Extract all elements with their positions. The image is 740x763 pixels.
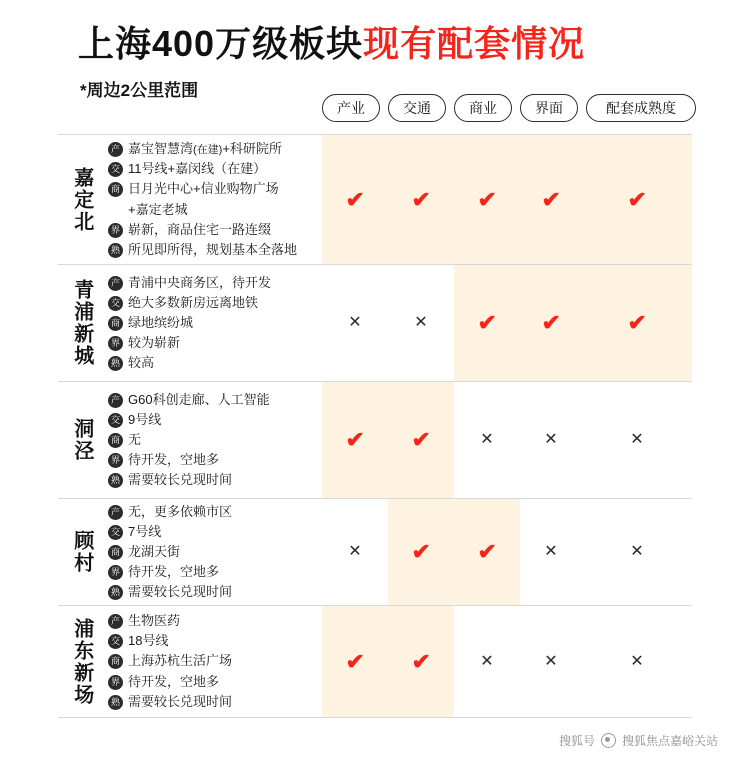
footer-site-label: 搜狐焦点嘉峪关站	[621, 734, 718, 748]
row-label	[58, 265, 104, 381]
industry-badge-icon: 产	[108, 505, 123, 520]
row-details	[104, 606, 322, 717]
mark-cell-commerce	[454, 499, 520, 605]
page-title	[78, 16, 585, 67]
row-marks	[322, 135, 692, 264]
detail-item	[108, 450, 322, 470]
interface-badge-icon: 界	[108, 675, 123, 690]
column-header-industry: 产业	[322, 94, 380, 122]
check-icon: ✔	[541, 186, 561, 212]
detail-text: 绝大多数新房远离地铁	[128, 294, 259, 310]
detail-text: 待开发，空地多	[128, 564, 220, 580]
detail-item	[108, 430, 322, 450]
transport-badge-icon: 交	[108, 634, 123, 649]
mark-cell-interface	[520, 265, 582, 381]
detail-item	[108, 672, 322, 692]
detail-item	[108, 390, 322, 410]
detail-item	[108, 611, 322, 631]
check-icon: ✔	[345, 648, 365, 674]
commerce-badge-icon: 商	[108, 316, 123, 331]
detail-item	[108, 293, 322, 313]
mark-cell-commerce	[454, 606, 520, 717]
detail-item	[108, 631, 322, 651]
detail-item	[108, 353, 322, 373]
row-marks	[322, 499, 692, 605]
check-icon: ✔	[627, 310, 647, 335]
table-row	[58, 381, 692, 498]
detail-item	[108, 240, 322, 260]
detail-text: 生物医药	[128, 613, 181, 629]
row-details	[104, 382, 322, 498]
interface-badge-icon: 界	[108, 565, 123, 580]
detail-text: 较高	[128, 355, 155, 371]
mark-cell-commerce	[454, 382, 520, 498]
row-marks	[322, 606, 692, 717]
check-icon: ✔	[541, 310, 561, 335]
check-icon: ✔	[411, 186, 431, 212]
mark-cell-transport	[388, 382, 454, 498]
row-label-text: 浦东新场	[70, 617, 93, 706]
check-icon: ✔	[477, 310, 497, 335]
detail-text: 上海苏杭生活广场	[128, 653, 233, 669]
commerce-badge-icon: 商	[108, 545, 123, 560]
detail-text: 18号线	[128, 633, 169, 649]
cross-icon: ✕	[348, 314, 362, 331]
detail-text: 龙湖天街	[128, 543, 181, 559]
mark-cell-interface	[520, 606, 582, 717]
check-icon: ✔	[477, 186, 497, 212]
check-icon: ✔	[627, 186, 647, 212]
detail-text: 需要较长兑现时间	[128, 472, 233, 488]
detail-text: G60科创走廊、人工智能	[128, 391, 270, 407]
row-details	[104, 265, 322, 381]
column-header-maturity: 配套成熟度	[586, 94, 696, 122]
table-row	[58, 498, 692, 605]
mark-cell-industry	[322, 382, 388, 498]
detail-item	[108, 333, 322, 353]
mark-cell-industry	[322, 265, 388, 381]
page-title-highlight: 现有配套情况	[363, 23, 586, 64]
detail-text: 嘉宝智慧湾(在建)+科研院所	[128, 141, 282, 157]
cross-icon: ✕	[544, 543, 558, 560]
detail-item	[108, 220, 322, 240]
interface-badge-icon: 界	[108, 336, 123, 351]
column-header-interface: 界面	[520, 94, 578, 122]
detail-text: 9号线	[128, 411, 162, 427]
table-row	[58, 605, 692, 718]
mark-cell-transport	[388, 606, 454, 717]
row-details	[104, 135, 322, 264]
detail-item	[108, 179, 322, 199]
mark-cell-maturity	[582, 265, 692, 381]
detail-item	[108, 502, 322, 522]
row-marks	[322, 382, 692, 498]
mark-cell-transport	[388, 265, 454, 381]
detail-item	[108, 470, 322, 490]
detail-text: 需要较长兑现时间	[128, 584, 233, 600]
detail-item	[108, 313, 322, 333]
industry-badge-icon: 产	[108, 614, 123, 629]
check-icon: ✔	[411, 427, 431, 452]
column-header-transport: 交通	[388, 94, 446, 122]
commerce-badge-icon: 商	[108, 433, 123, 448]
detail-text: 7号线	[128, 523, 162, 539]
mark-cell-interface	[520, 135, 582, 264]
mark-cell-industry	[322, 135, 388, 264]
column-headers	[322, 94, 696, 122]
comparison-table	[58, 134, 692, 718]
detail-item	[108, 692, 322, 712]
mark-cell-maturity	[582, 382, 692, 498]
row-label-text: 嘉定北	[70, 166, 93, 233]
detail-item	[108, 651, 322, 671]
detail-text: 待开发，空地多	[128, 673, 220, 689]
row-label	[58, 135, 104, 264]
transport-badge-icon: 交	[108, 525, 123, 540]
transport-badge-icon: 交	[108, 413, 123, 428]
cross-icon: ✕	[630, 543, 644, 560]
transport-badge-icon: 交	[108, 162, 123, 177]
cross-icon: ✕	[480, 652, 494, 670]
row-marks	[322, 265, 692, 381]
sohu-logo-icon	[601, 733, 616, 748]
mark-cell-maturity	[582, 499, 692, 605]
detail-text: 所见即所得，规划基本全落地	[128, 241, 298, 257]
cross-icon: ✕	[348, 543, 362, 560]
cross-icon: ✕	[630, 652, 644, 670]
detail-item	[108, 542, 322, 562]
detail-item	[108, 273, 322, 293]
detail-text: 日月光中心+信业购物广场	[128, 181, 279, 197]
detail-text: 无	[128, 431, 142, 447]
maturity-badge-icon: 熟	[108, 473, 123, 488]
interface-badge-icon: 界	[108, 453, 123, 468]
table-row	[58, 134, 692, 264]
interface-badge-icon: 界	[108, 223, 123, 238]
industry-badge-icon: 产	[108, 142, 123, 157]
footer-account-label: 搜狐号	[558, 734, 595, 748]
mark-cell-interface	[520, 382, 582, 498]
mark-cell-commerce	[454, 135, 520, 264]
mark-cell-maturity	[582, 606, 692, 717]
row-label-text: 青浦新城	[70, 279, 93, 367]
maturity-badge-icon: 熟	[108, 585, 123, 600]
row-details	[104, 499, 322, 605]
table-row	[58, 264, 692, 381]
cross-icon: ✕	[544, 431, 558, 448]
detail-item	[108, 522, 322, 542]
row-label-text: 洞泾	[70, 418, 93, 462]
detail-text: 崭新，商品住宅一路连缀	[128, 221, 272, 237]
transport-badge-icon: 交	[108, 296, 123, 311]
page-title-main: 上海400万级板块	[78, 23, 364, 64]
cross-icon: ✕	[544, 652, 558, 670]
commerce-badge-icon: 商	[108, 182, 123, 197]
mark-cell-maturity	[582, 135, 692, 264]
commerce-badge-icon: 商	[108, 654, 123, 669]
mark-cell-transport	[388, 135, 454, 264]
mark-cell-commerce	[454, 265, 520, 381]
check-icon: ✔	[345, 186, 365, 212]
detail-item	[108, 582, 322, 602]
detail-item	[108, 139, 322, 159]
mark-cell-industry	[322, 499, 388, 605]
detail-item	[108, 410, 322, 430]
row-label	[58, 499, 104, 605]
cross-icon: ✕	[480, 431, 494, 448]
maturity-badge-icon: 熟	[108, 356, 123, 371]
detail-text: 11号线+嘉闵线（在建）	[128, 161, 267, 177]
detail-text: 待开发，空地多	[128, 452, 220, 468]
page-subtitle: *周边2公里范围	[80, 81, 199, 100]
row-label	[58, 606, 104, 717]
detail-item	[108, 159, 322, 179]
maturity-badge-icon: 熟	[108, 243, 123, 258]
mark-cell-interface	[520, 499, 582, 605]
mark-cell-transport	[388, 499, 454, 605]
row-label	[58, 382, 104, 498]
detail-text: 较为崭新	[128, 335, 181, 351]
detail-item	[108, 562, 322, 582]
check-icon: ✔	[345, 427, 365, 452]
check-icon: ✔	[411, 648, 431, 674]
cross-icon: ✕	[414, 314, 428, 331]
maturity-badge-icon: 熟	[108, 695, 123, 710]
industry-badge-icon: 产	[108, 393, 123, 408]
mark-cell-industry	[322, 606, 388, 717]
column-header-commerce: 商业	[454, 94, 512, 122]
industry-badge-icon: 产	[108, 276, 123, 291]
cross-icon: ✕	[630, 431, 644, 448]
footer-watermark	[559, 732, 718, 749]
check-icon: ✔	[411, 539, 431, 564]
row-label-text: 顾村	[70, 530, 93, 574]
detail-text-continued: +嘉定老城	[128, 201, 188, 217]
detail-text: 需要较长兑现时间	[128, 693, 233, 709]
check-icon: ✔	[477, 539, 497, 564]
detail-text: 无，更多依赖市区	[128, 503, 233, 519]
detail-text: 绿地缤纷城	[128, 314, 194, 330]
detail-text: 青浦中央商务区，待开发	[128, 274, 272, 290]
